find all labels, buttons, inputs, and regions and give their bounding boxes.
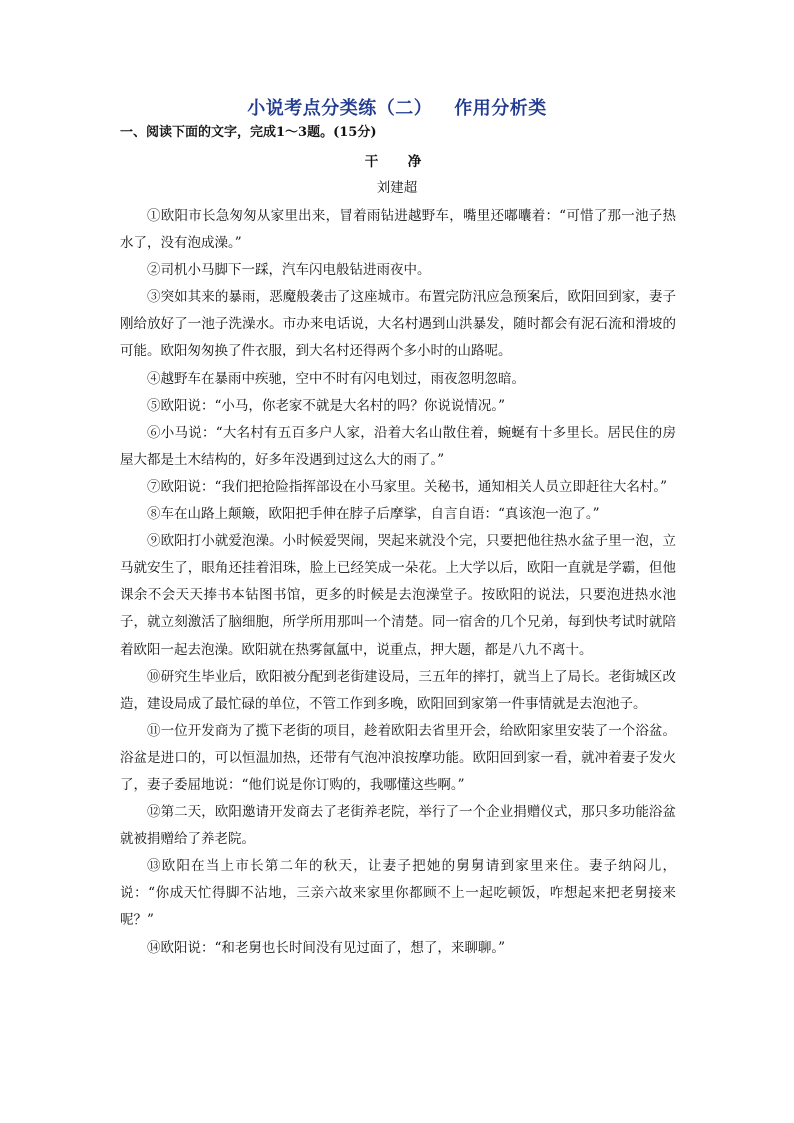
paragraph: ⑩研究生毕业后，欧阳被分配到老街建设局，三五年的摔打，就当上了局长。老街城区改造，建设局成了最忙碌的单位，不管工作到多晚，欧阳回到家第一件事情就是去泡池子。 <box>120 668 676 712</box>
paragraph: ⑤欧阳说：“小马，你老家不就是大名村的吗？你说说情况。” <box>147 397 506 414</box>
page-title-sub: 作用分析类 <box>454 98 547 119</box>
paragraph: ⑭欧阳说：“和老舅也长时间没有见过面了，想了，来聊聊。” <box>147 939 506 956</box>
page-title <box>0 94 794 120</box>
paragraph: ②司机小马脚下一踩，汽车闪电般钻进雨夜中。 <box>147 262 431 279</box>
paragraph: ③突如其来的暴雨，恶魔般袭击了这座城市。布置完防汛应急预案后，欧阳回到家，妻子刚给放好了一池子洗澡水。市办来电话说，大名村遇到山洪暴发，随时都会有泥石流和滑坡的可能。欧阳匆匆换了件衣服，到大名村还得两个多小时的山路呢。 <box>120 289 676 360</box>
paragraph: ⑥小马说：“大名村有五百多户人家，沿着大名山散住着，蜿蜒有十多里长。居民住的房屋大都是土木结构的，好多年没遇到过这么大的雨了。” <box>120 424 676 468</box>
story-author: 刘建超 <box>376 180 418 196</box>
section-heading: 一、阅读下面的文字，完成1～3题。(15分) <box>120 125 377 140</box>
page-title-main: 小说考点分类练（二） <box>247 98 433 119</box>
story-title: 干 净 <box>364 154 430 170</box>
paragraph: ⑨欧阳打小就爱泡澡。小时候爱哭闹，哭起来就没个完，只要把他往热水盆子里一泡，立马就安生了，眼角还挂着泪珠，脸上已经笑成一朵花。上大学以后，欧阳一直就是学霸，但他课余不会天天捧书本钻图书馆，更多的时候是去泡澡堂子。按欧阳的说法，只要泡进热水池子，就立刻激活了脑细胞，所学所用那叫一个清楚。同一宿舍的几个兄弟，每到快考试时就陪着欧阳一起去泡澡。欧阳就在热雾氤氲中，说重点，押大题，都是八九不离十。 <box>120 533 676 658</box>
paragraph: ⑫第二天，欧阳邀请开发商去了老街养老院，举行了一个企业捐赠仪式，那只多功能浴盆就被捐赠给了养老院。 <box>120 804 676 848</box>
paragraph: ⑦欧阳说：“我们把抢险指挥部设在小马家里。关秘书，通知相关人员立即赶往大名村。” <box>147 478 668 495</box>
paragraph: ④越野车在暴雨中疾驰，空中不时有闪电划过，雨夜忽明忽暗。 <box>147 370 525 387</box>
story-body <box>120 203 676 962</box>
paragraph: ⑧车在山路上颠簸，欧阳把手伸在脖子后摩挲，自言自语：“真该泡一泡了。” <box>147 506 600 523</box>
paragraph: ⑪一位开发商为了揽下老街的项目，趁着欧阳去省里开会，给欧阳家里安装了一个浴盆。浴盆是进口的，可以恒温加热，还带有气泡冲浪按摩功能。欧阳回到家一看，就冲着妻子发火了，妻子委屈地说：“他们说是你订购的，我哪懂这些啊。” <box>120 722 676 793</box>
paragraph: ⑬欧阳在当上市长第二年的秋天，让妻子把她的舅舅请到家里来住。妻子纳闷儿，说：“你成天忙得脚不沾地，三亲六故来家里你都顾不上一起吃顿饭，咋想起来把老舅接来呢？” <box>120 858 676 929</box>
paragraph: ①欧阳市长急匆匆从家里出来，冒着雨钻进越野车，嘴里还嘟囔着：“可惜了那一池子热水了，没有泡成澡。” <box>120 208 676 252</box>
